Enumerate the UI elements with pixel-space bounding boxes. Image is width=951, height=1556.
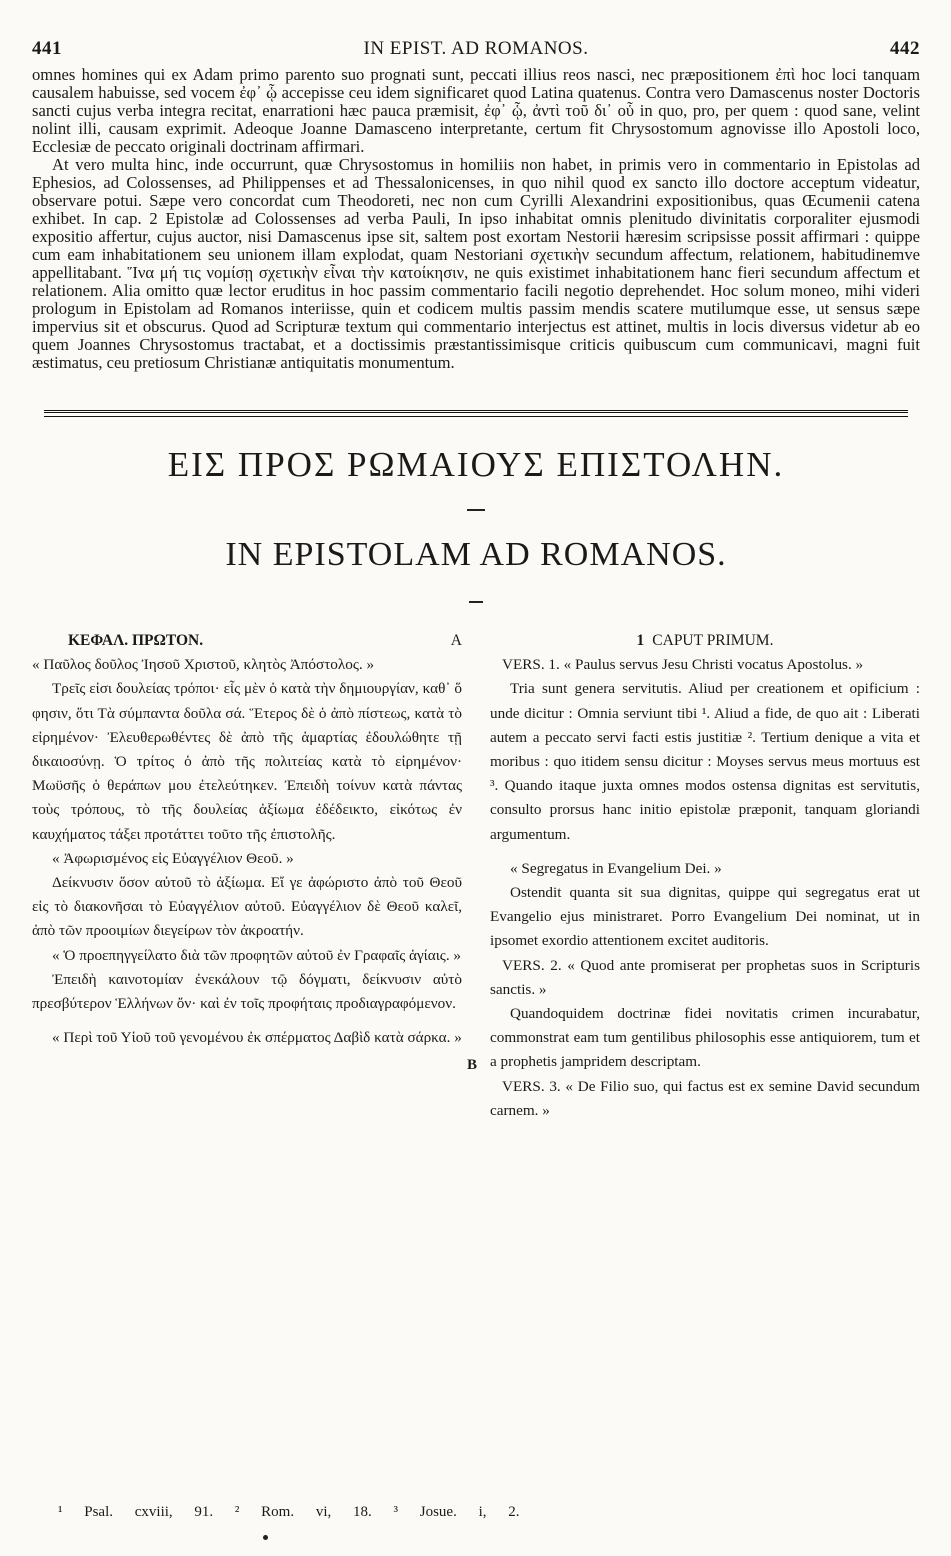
- running-title: IN EPIST. AD ROMANOS.: [363, 38, 589, 59]
- latin-paragraph: Ostendit quanta sit sua dignitas, quippe qui segregatus erat ut Evangelio ejus ministraret. Porro Evangelium Dei nominat, ut in ipsomet exordio attentionem excitet auditoris.: [490, 884, 920, 950]
- margin-letter-a: A: [450, 632, 462, 649]
- title-dash: [467, 509, 485, 511]
- column-number-right: 442: [889, 38, 920, 59]
- greek-paragraph: « Ἀφωρισμένος εἰς Εὐαγγέλιον Θεοῦ. »: [52, 849, 294, 867]
- intro-paragraph: At vero multa hinc, inde occurrunt, quæ Chrysostomus in homiliis non habet, in primis vero in commentario in Epistolas ad Ephesios, ad Colossenses, ad Philippenses et ad Thessalonicenses, in quo nihil quod ex sancto illo doctore acceptum videatur, observare potui. Sæpe vero concordat cum Theodoreti, nec non cum Cyrilli Alexandrini expositionibus, quas Œcumenii catena exhibet. In cap. 2 Epistolæ ad Colossenses ad verba Pauli, In ipso inhabitat omnis plenitudo divinitatis corporaliter ejusmodi expositio affertur, cujus auctor, nisi Damascenus ipse sit, saltem post exortam Nestorii hæresim scripsisse possit affirmari : quippe cum eam inhabitationem seu unionem illam explodat, quam Nestoriani σχετικὴν secundum affectum, relationem, habitudinemve appellitabant. Ἵνα μή τις νομίσῃ σχετικὴν εἶναι τὴν κατοίκησιν, ne quis existimet inhabitationem hanc fieri secundum affectum et relationem. Alia omitto quæ lector eruditus in hoc passim commentario facili negotio deprehendet. Hoc solum moneo, mihi videri prologum in Epistolam ad Romanos interiisse, quin et codicem multis passim mendis scatere mutilumque esse, ut sensus sæpe impervius sit et obscurus. Quod ad Scripturæ textum qui commentario interjectus est attinet, multis in locis diversus videtur ab eo quem Joannes Chrysostomus tractabat, et a doctissimis præstantissimisque criticis quibuscum cum communicavi, magni fuit æstimatus, ceu pretiosum Christianæ antiquitatis monumentum.: [32, 155, 920, 372]
- latin-paragraph: Tria sunt genera servitutis. Aliud per creationem et opificium : unde dicitur : Omnia serviunt tibi ¹. Aliud a fide, de quo ait : Liberati autem a peccato servi facti estis justitiæ ². Tertium denique a vita et moribus : quo itidem sensu dicitur : Moyses servus meus mortuus est ³. Quando itaque juxta omnes modos ostensa dignitas est servitutis, consulto prorsus hanc initio epistolæ præponit, tanquam gloriandi argumentum.: [490, 680, 920, 843]
- latin-paragraph: VERS. 3. « De Filio suo, qui factus est ex semine David secundum carnem. »: [490, 1077, 920, 1119]
- running-head: [32, 38, 920, 66]
- page: [32, 38, 920, 1123]
- latin-paragraph: Quandoquidem doctrinæ fidei novitatis crimen incurabatur, commonstrat eam tum gentilibus philosophis esse antiquiorem, tum et a prophetis jampridem descriptam.: [490, 1005, 920, 1071]
- greek-paragraph: « Περὶ τοῦ Υἱοῦ τοῦ γενομένου ἐκ σπέρματος Δαβὶδ κατὰ σάρκα. »: [52, 1029, 462, 1047]
- greek-paragraph: Τρεῖς εἰσι δουλείας τρόποι· εἷς μὲν ὁ κατὰ τὴν δημιουργίαν, καθ᾽ ὅ φησιν, ὅτι Τὰ σύμπαντα δοῦλα σά. Ἕτερος δὲ ὁ ἀπὸ πίστεως, κατὰ τὸ εἰρημένον· Ἐλευθερωθέντες δὲ ἀπὸ τῆς ἁμαρτίας ἐδουλώθητε τῇ δικαιοσύνῃ. Ὁ τρίτος ὁ ἀπὸ τῆς πολιτείας κατὰ τὸ εἰρημένον· Μωϋσῆς ὁ θεράπων μου ἐτελεύτηκεν. Ἐπειδὴ τοίνυν κατὰ πάντας τοὺς τρόπους, τὸ τῆς δουλείας ἀξίωμα ἐδέδεικτο, εἰκότως ἐν καυχήματος τάξει προτάττει τοῦτο τῆς ἐπιστολῆς.: [32, 680, 462, 843]
- margin-letter-b: B: [467, 1057, 478, 1073]
- latin-paragraph: « Segregatus in Evangelium Dei. »: [510, 859, 722, 877]
- title-dash: [469, 601, 483, 603]
- latin-chapter-number: 1: [636, 632, 645, 649]
- greek-paragraph: « Ὁ προεπηγγείλατο διὰ τῶν προφητῶν αὐτοῦ ἐν Γραφαῖς ἁγίαις. »: [52, 946, 462, 964]
- latin-paragraph: VERS. 1. « Paulus servus Jesu Christi vocatus Apostolus. »: [502, 656, 864, 674]
- latin-chapter-heading: CAPUT PRIMUM.: [652, 632, 774, 649]
- latin-paragraph: VERS. 2. « Quod ante promiserat per prophetas suos in Scripturis sanctis. »: [490, 956, 920, 998]
- latin-title: IN EPISTOLAM AD ROMANOS.: [225, 536, 727, 573]
- greek-column-heading-row: [32, 629, 462, 653]
- printer-mark: [263, 1535, 268, 1540]
- latin-column-heading-row: [490, 629, 920, 653]
- section-rule: [44, 410, 908, 417]
- greek-paragraph: Δείκνυσιν ὅσον αὐτοῦ τὸ ἀξίωμα. Εἴ γε ἀφώριστο ἀπὸ τοῦ Θεοῦ εἰς τὸ διακονῆσαι τὸ Εὐαγγέλιον αὐτοῦ. Εὐαγγέλιον δὲ Θεοῦ καλεῖ, ἀπὸ τῶν προοιμίων διεγείρων τὸν ἀκροατήν.: [32, 874, 462, 940]
- greek-paragraph: « Παῦλος δοῦλος Ἰησοῦ Χριστοῦ, κλητὸς Ἀπόστολος. »: [32, 656, 375, 674]
- column-number-left: 441: [32, 38, 62, 59]
- greek-column: [32, 629, 462, 1123]
- intro-text: [32, 66, 920, 372]
- intro-paragraph: omnes homines qui ex Adam primo parento suo prognati sunt, peccati illius reos nasci, nec præpositionem ἐπὶ hoc loci tanquam causalem habuisse, sed vocem ἐφ᾽ ᾧ accepisse ceu idem significaret quod Latina quatenus. Contra vero Damascenus noster Doctoris sancti cujus verba integra recitat, enarrationi hæc pauca præmisit, ἐφ᾽ ᾧ, ἀντὶ τοῦ δι᾽ οὗ in quo, pro, per quem : quod sane, velint nolint illi, causam exprimit. Adeoque Joanne Damasceno interpretante, certum fit Chrysostomum agnovisse illo Apostoli loco, Ecclesiæ de peccato originali doctrinam affirmari.: [32, 65, 920, 156]
- greek-title: ΕΙΣ ΠΡΟΣ ΡΩΜΑΙΟΥΣ ΕΠΙΣΤΟΛΗΝ.: [167, 445, 785, 484]
- footnotes: ¹ Psal. cxviii, 91. ² Rom. vi, 18. ³ Josue. i, 2.: [58, 1504, 520, 1520]
- greek-paragraph: Ἐπειδὴ καινοτομίαν ἐνεκάλουν τῷ δόγματι, δείκνυσιν αὐτὸ πρεσβύτερον Ἑλλήνων ὄν· καὶ ἐν τοῖς προφήταις προδιαγραφόμενον.: [32, 970, 462, 1013]
- two-columns: [32, 629, 920, 1123]
- greek-chapter-heading: ΚΕΦΑΛ. ΠΡΩΤΟΝ.: [68, 632, 204, 649]
- latin-column: [490, 629, 920, 1123]
